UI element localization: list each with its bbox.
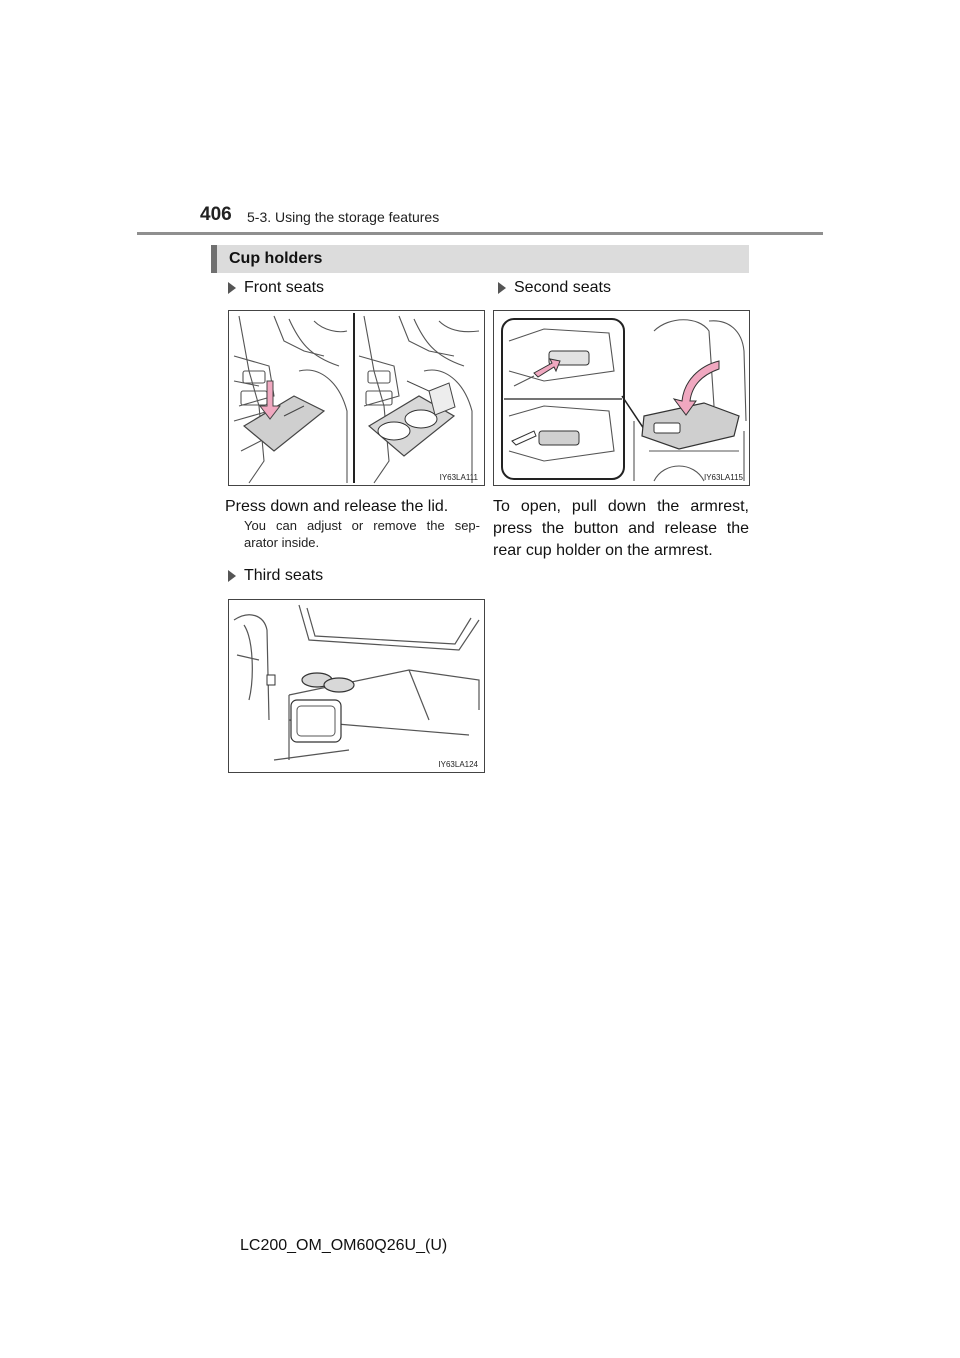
figure-code: IY63LA124: [438, 760, 478, 769]
front-seats-text: Front seats: [244, 279, 325, 296]
heading-text: Cup holders: [229, 250, 323, 267]
second-seats-illustration: [493, 310, 750, 486]
cup-holders-heading: [211, 245, 749, 273]
front-console-drawing: [229, 311, 484, 485]
section-title: 5-3. Using the storage features: [247, 209, 440, 225]
second-caption-line1: To open, pull down the armrest,: [493, 498, 749, 515]
third-seats-text: Third seats: [244, 567, 324, 584]
second-armrest-drawing: [494, 311, 749, 485]
figure-code: IY63LA111: [439, 473, 478, 482]
second-caption-line2: press the button and release the: [493, 520, 749, 537]
header-rule: [137, 232, 823, 235]
second-seats-text: Second seats: [514, 279, 611, 296]
document-code: LC200_OM_OM60Q26U_(U): [240, 1237, 448, 1254]
bullet-triangle-icon: [228, 282, 236, 294]
front-caption: Press down and release the lid.: [225, 498, 449, 515]
second-caption-line3: rear cup holder on the armrest.: [493, 542, 713, 559]
figure-code: IY63LA115: [704, 473, 743, 482]
bullet-triangle-icon: [228, 570, 236, 582]
third-seats-illustration: [228, 599, 485, 773]
front-note-line2: arator inside.: [244, 535, 320, 550]
front-seats-label: [228, 279, 324, 297]
second-seats-label: [498, 279, 611, 297]
front-note-line1: You can adjust or remove the sep-: [244, 518, 480, 533]
third-row-drawing: [229, 600, 484, 772]
page-number: 406: [200, 204, 232, 225]
bullet-triangle-icon: [498, 282, 506, 294]
third-seats-label: [228, 567, 323, 585]
front-seats-illustration: [228, 310, 485, 486]
